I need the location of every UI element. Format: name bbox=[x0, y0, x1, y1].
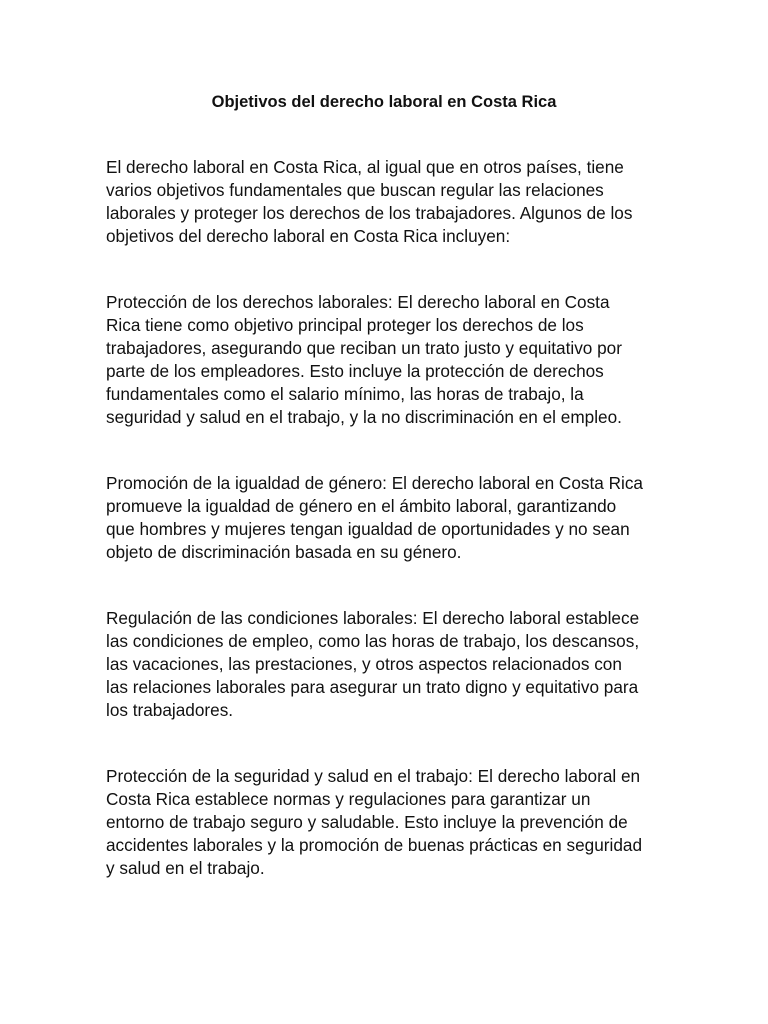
document-title: Objetivos del derecho laboral en Costa Rica bbox=[211, 93, 557, 111]
paragraph-intro: El derecho laboral en Costa Rica, al igual que en otros países, tiene varios objetivos fundamentales que buscan regular las relaciones laborales y proteger los derechos de los trabajadores. Algunos de los objetivos del derecho laboral en Costa Rica incluyen: bbox=[106, 157, 633, 246]
paragraph-igualdad-genero: Promoción de la igualdad de género: El derecho laboral en Costa Rica promueve la igualdad de género en el ámbito laboral, garantizando que hombres y mujeres tengan igualdad de oportunidades y no sean objeto de discriminación basada en su género. bbox=[106, 473, 643, 562]
paragraph-proteccion-derechos: Protección de los derechos laborales: El derecho laboral en Costa Rica tiene como objetivo principal proteger los derechos de los trabajadores, asegurando que reciban un trato justo y equitativo por parte de los empleadores. Esto incluye la protección de derechos fundamentales como el salario mínimo, las horas de trabajo, la seguridad y salud en el trabajo, y la no discriminación en el empleo. bbox=[106, 292, 622, 427]
paragraph-condiciones-laborales: Regulación de las condiciones laborales: El derecho laboral establece las condiciones de empleo, como las horas de trabajo, los descansos, las vacaciones, las prestaciones, y otros aspectos relacionados con las relaciones laborales para asegurar un trato digno y equitativo para los trabajadores. bbox=[106, 608, 640, 720]
paragraph-seguridad-salud: Protección de la seguridad y salud en el trabajo: El derecho laboral en Costa Rica establece normas y regulaciones para garantizar un entorno de trabajo seguro y saludable. Esto incluye la prevención de accidentes laborales y la promoción de buenas prácticas en seguridad y salud en el trabajo. bbox=[106, 766, 643, 878]
